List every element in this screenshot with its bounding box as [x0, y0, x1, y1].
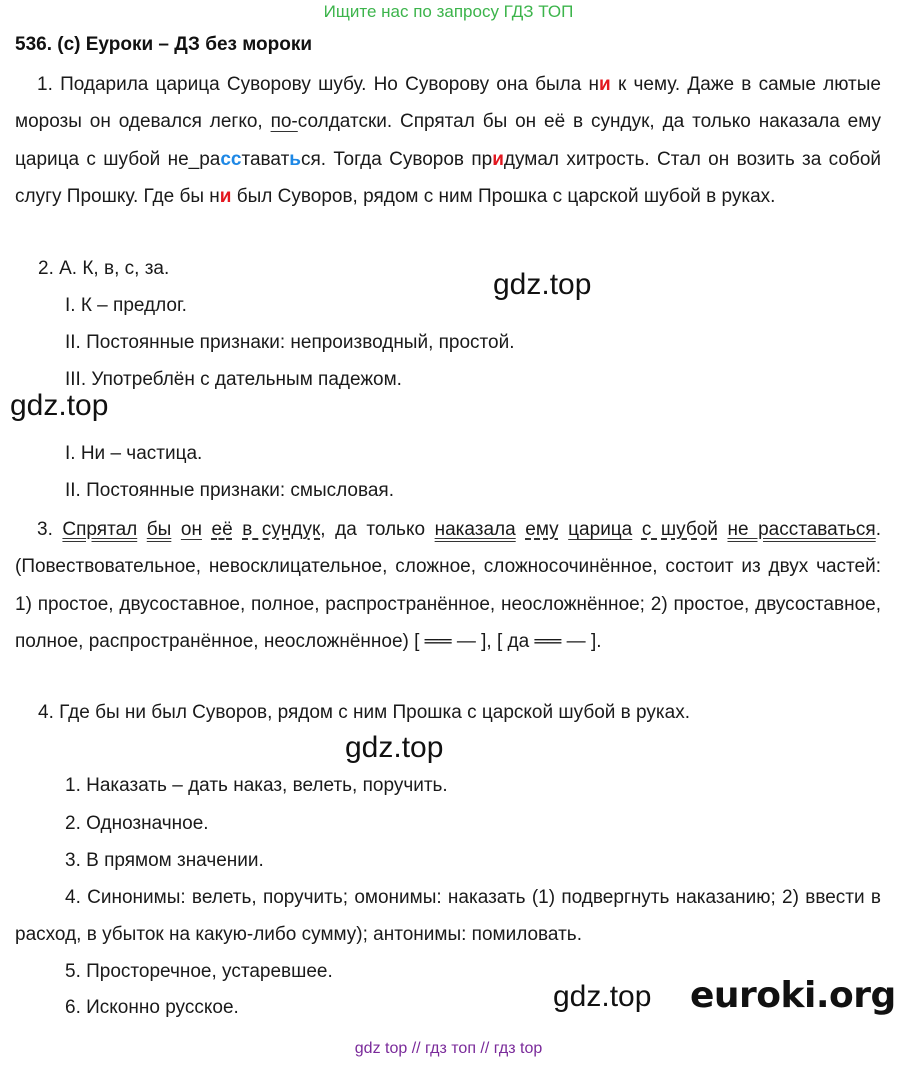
task5-item-4: 4. Синонимы: велеть, поручить; омонимы: наказать (1) подвергнуть наказанию; 2) ввести в расход, в убыток на какую-либо сумму); антонимы: помиловать.	[15, 887, 881, 946]
page-title: 536. (с) Еуроки – ДЗ без мороки	[15, 34, 313, 55]
bottom-links[interactable]: gdz top // гдз топ // гдз top	[354, 1040, 543, 1057]
watermark-gdz-2: gdz.top	[10, 389, 109, 422]
task2-item-iii: III. Употреблён с дательным падежом.	[65, 369, 402, 390]
task2-b-item-ii: II. Постоянные признаки: смысловая.	[65, 480, 394, 501]
watermark-gdz-4: gdz.top	[553, 980, 652, 1013]
task2-item-ii: II. Постоянные признаки: непроизводный, простой.	[65, 332, 515, 353]
task2-b-item-i: I. Ни – частица.	[65, 443, 203, 464]
watermark-gdz-1: gdz.top	[493, 268, 592, 301]
task5-item-1: 1. Наказать – дать наказ, велеть, поручить.	[65, 775, 448, 796]
task2-item-i: I. К – предлог.	[65, 295, 187, 316]
task3-paragraph: 3. Спрятал бы он её в сундук, да только наказала ему царица с шубой не расставаться. (Повествовательное, невосклицательное, сложное, сложносочинённое, состоит из двух частей: 1) простое, двусоставное, полное, распространённое, неосложнённое; 2) простое, двусоставное, полное, распространённое, неосложнённое) [ ══ — ], [ да ══ — ].	[15, 519, 881, 652]
task5-item-2: 2. Однозначное.	[65, 813, 209, 834]
task5-item-6: 6. Исконно русское.	[65, 997, 239, 1018]
watermark-gdz-3: gdz.top	[345, 731, 444, 764]
top-banner: Ищите нас по запросу ГДЗ ТОП	[323, 2, 574, 21]
euroki-logo[interactable]: euroki.org	[690, 975, 896, 1016]
task1-paragraph: 1. Подарила царица Суворову шубу. Но Суворову она была ни к чему. Даже в самые лютые морозы он одевался легко, по-солдатски. Спрятал бы он её в сундук, да только наказала ему царица с шубой не_расставаться. Тогда Суворов придумал хитрость. Стал он возить за собой слугу Прошку. Где бы ни был Суворов, рядом с ним Прошка с царской шубой в руках.	[15, 74, 882, 207]
task2-heading: 2. А. К, в, с, за.	[38, 258, 170, 279]
task5-item-5: 5. Просторечное, устаревшее.	[65, 961, 333, 982]
task5-item-3: 3. В прямом значении.	[65, 850, 264, 871]
task4-line: 4. Где бы ни был Суворов, рядом с ним Прошка с царской шубой в руках.	[38, 702, 690, 723]
